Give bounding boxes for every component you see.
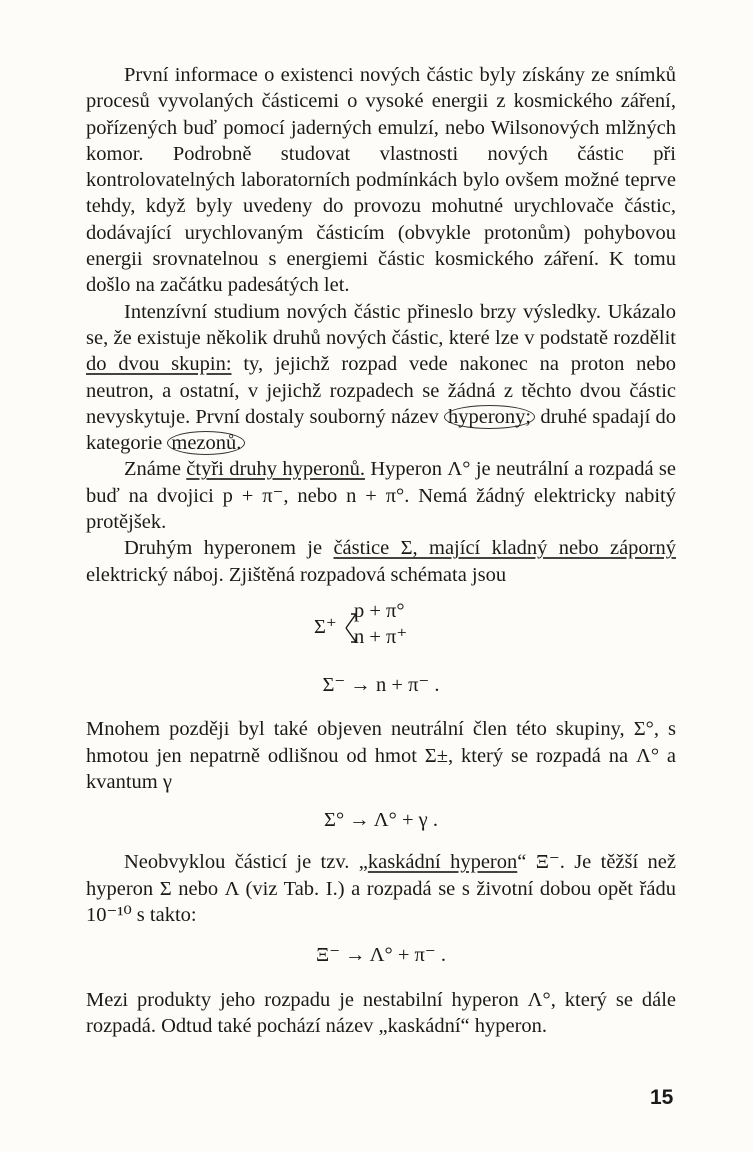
paragraph-lambda xyxy=(86,456,676,535)
underlined-phrase: čtyři druhy hyperonů. xyxy=(186,458,365,481)
paragraph-text: druhé spadají do kategorie xyxy=(86,405,676,455)
underlined-phrase: částice Σ, mající kladný nebo záporný xyxy=(333,537,677,560)
page-body xyxy=(86,62,676,1039)
paragraph-text: elektrický náboj. Zjištěná rozpadová schémata jsou xyxy=(86,563,507,586)
paragraph-sigma xyxy=(86,535,676,588)
circled-term-hyperony: hyperony; xyxy=(444,405,535,429)
paragraph-text: Intenzívní studium nových částic přineslo brzy výsledky. Ukázalo se, že existuje několik druhů nových částic, které lze v podstatě rozdělit xyxy=(86,300,676,349)
paragraph-text: Neobvyklou částicí je tzv. „ xyxy=(124,851,368,874)
underlined-phrase: kaskádní hyperon xyxy=(367,851,518,874)
paragraph-text: ty, jejichž rozpad vede nakonec na proton nebo neutron, a ostatní, v jejichž rozpadech se žádná z těchto dvou částic nevyskytuje. První dostaly souborný název xyxy=(86,353,676,428)
page-number: 15 xyxy=(650,1086,674,1109)
paragraph-intro: První informace o existenci nových částic byly získány ze snímků procesů vyvolaných částicemi o vysoké energii z kosmického záření, pořízených buď pomocí jaderných emulzí, nebo Wilsonových mlžných komor. Podrobně studovat vlastnosti nových částic při kontrolovatelných laboratorních podmínkách bylo ovšem možné teprve tehdy, když byly uvedeny do provozu mohutné urychlovače částic, dodávající urychlovaným částicím (obvykle protonům) pohybovou energii srovnatelnou s energiemi částic kosmického záření. K tomu došlo na začátku padesátých let. xyxy=(86,64,676,297)
paragraph-text: Druhým hyperonem je xyxy=(124,537,334,560)
paragraph-text: Hyperon Λ° je neutrální a rozpadá se buď na dvojici p + π⁻, nebo n + π°. Nemá žádný elektricky nabitý protějšek. xyxy=(86,458,676,534)
formula-sigma-plus-lhs: Σ⁺ xyxy=(314,615,337,638)
paragraph-cascade xyxy=(86,849,676,928)
formula-sigma-zero-decay: Σ° → Λ° + γ . xyxy=(324,809,438,832)
paragraph-text: Známe xyxy=(124,458,187,481)
paragraph-text: “ Ξ⁻. Je těžší než hyperon Σ nebo Λ (viz Tab. I.) a rozpadá se s životní dobou opět řádu 10⁻¹⁰ s takto: xyxy=(86,851,676,927)
formula-sigma-plus-branch-up: p + π° xyxy=(354,599,405,622)
paragraph-cascade-origin: Mezi produkty jeho rozpadu je nestabilní hyperon Λ°, který se dále rozpadá. Odtud také pochází název „kaskádní“ hyperon. xyxy=(86,988,676,1037)
paragraph-classification xyxy=(86,299,676,457)
formula-xi-minus-decay: Ξ⁻ → Λ° + π⁻ . xyxy=(316,944,446,967)
formula-sigma-plus-branch-down: n + π⁺ xyxy=(354,625,408,648)
paragraph-sigma-zero: Mnohem později byl také objeven neutrální člen této skupiny, Σ°, s hmotou jen nepatrně odlišnou od hmot Σ±, který se rozpadá na Λ° a kvantum γ xyxy=(86,718,676,793)
formula-sigma-minus-decay: Σ⁻ → n + π⁻ . xyxy=(322,673,440,696)
underlined-phrase: do dvou skupin: xyxy=(86,353,232,376)
circled-term-mezonu: mezonů. xyxy=(167,431,245,455)
formula-sigma-plus-decay xyxy=(86,599,676,658)
